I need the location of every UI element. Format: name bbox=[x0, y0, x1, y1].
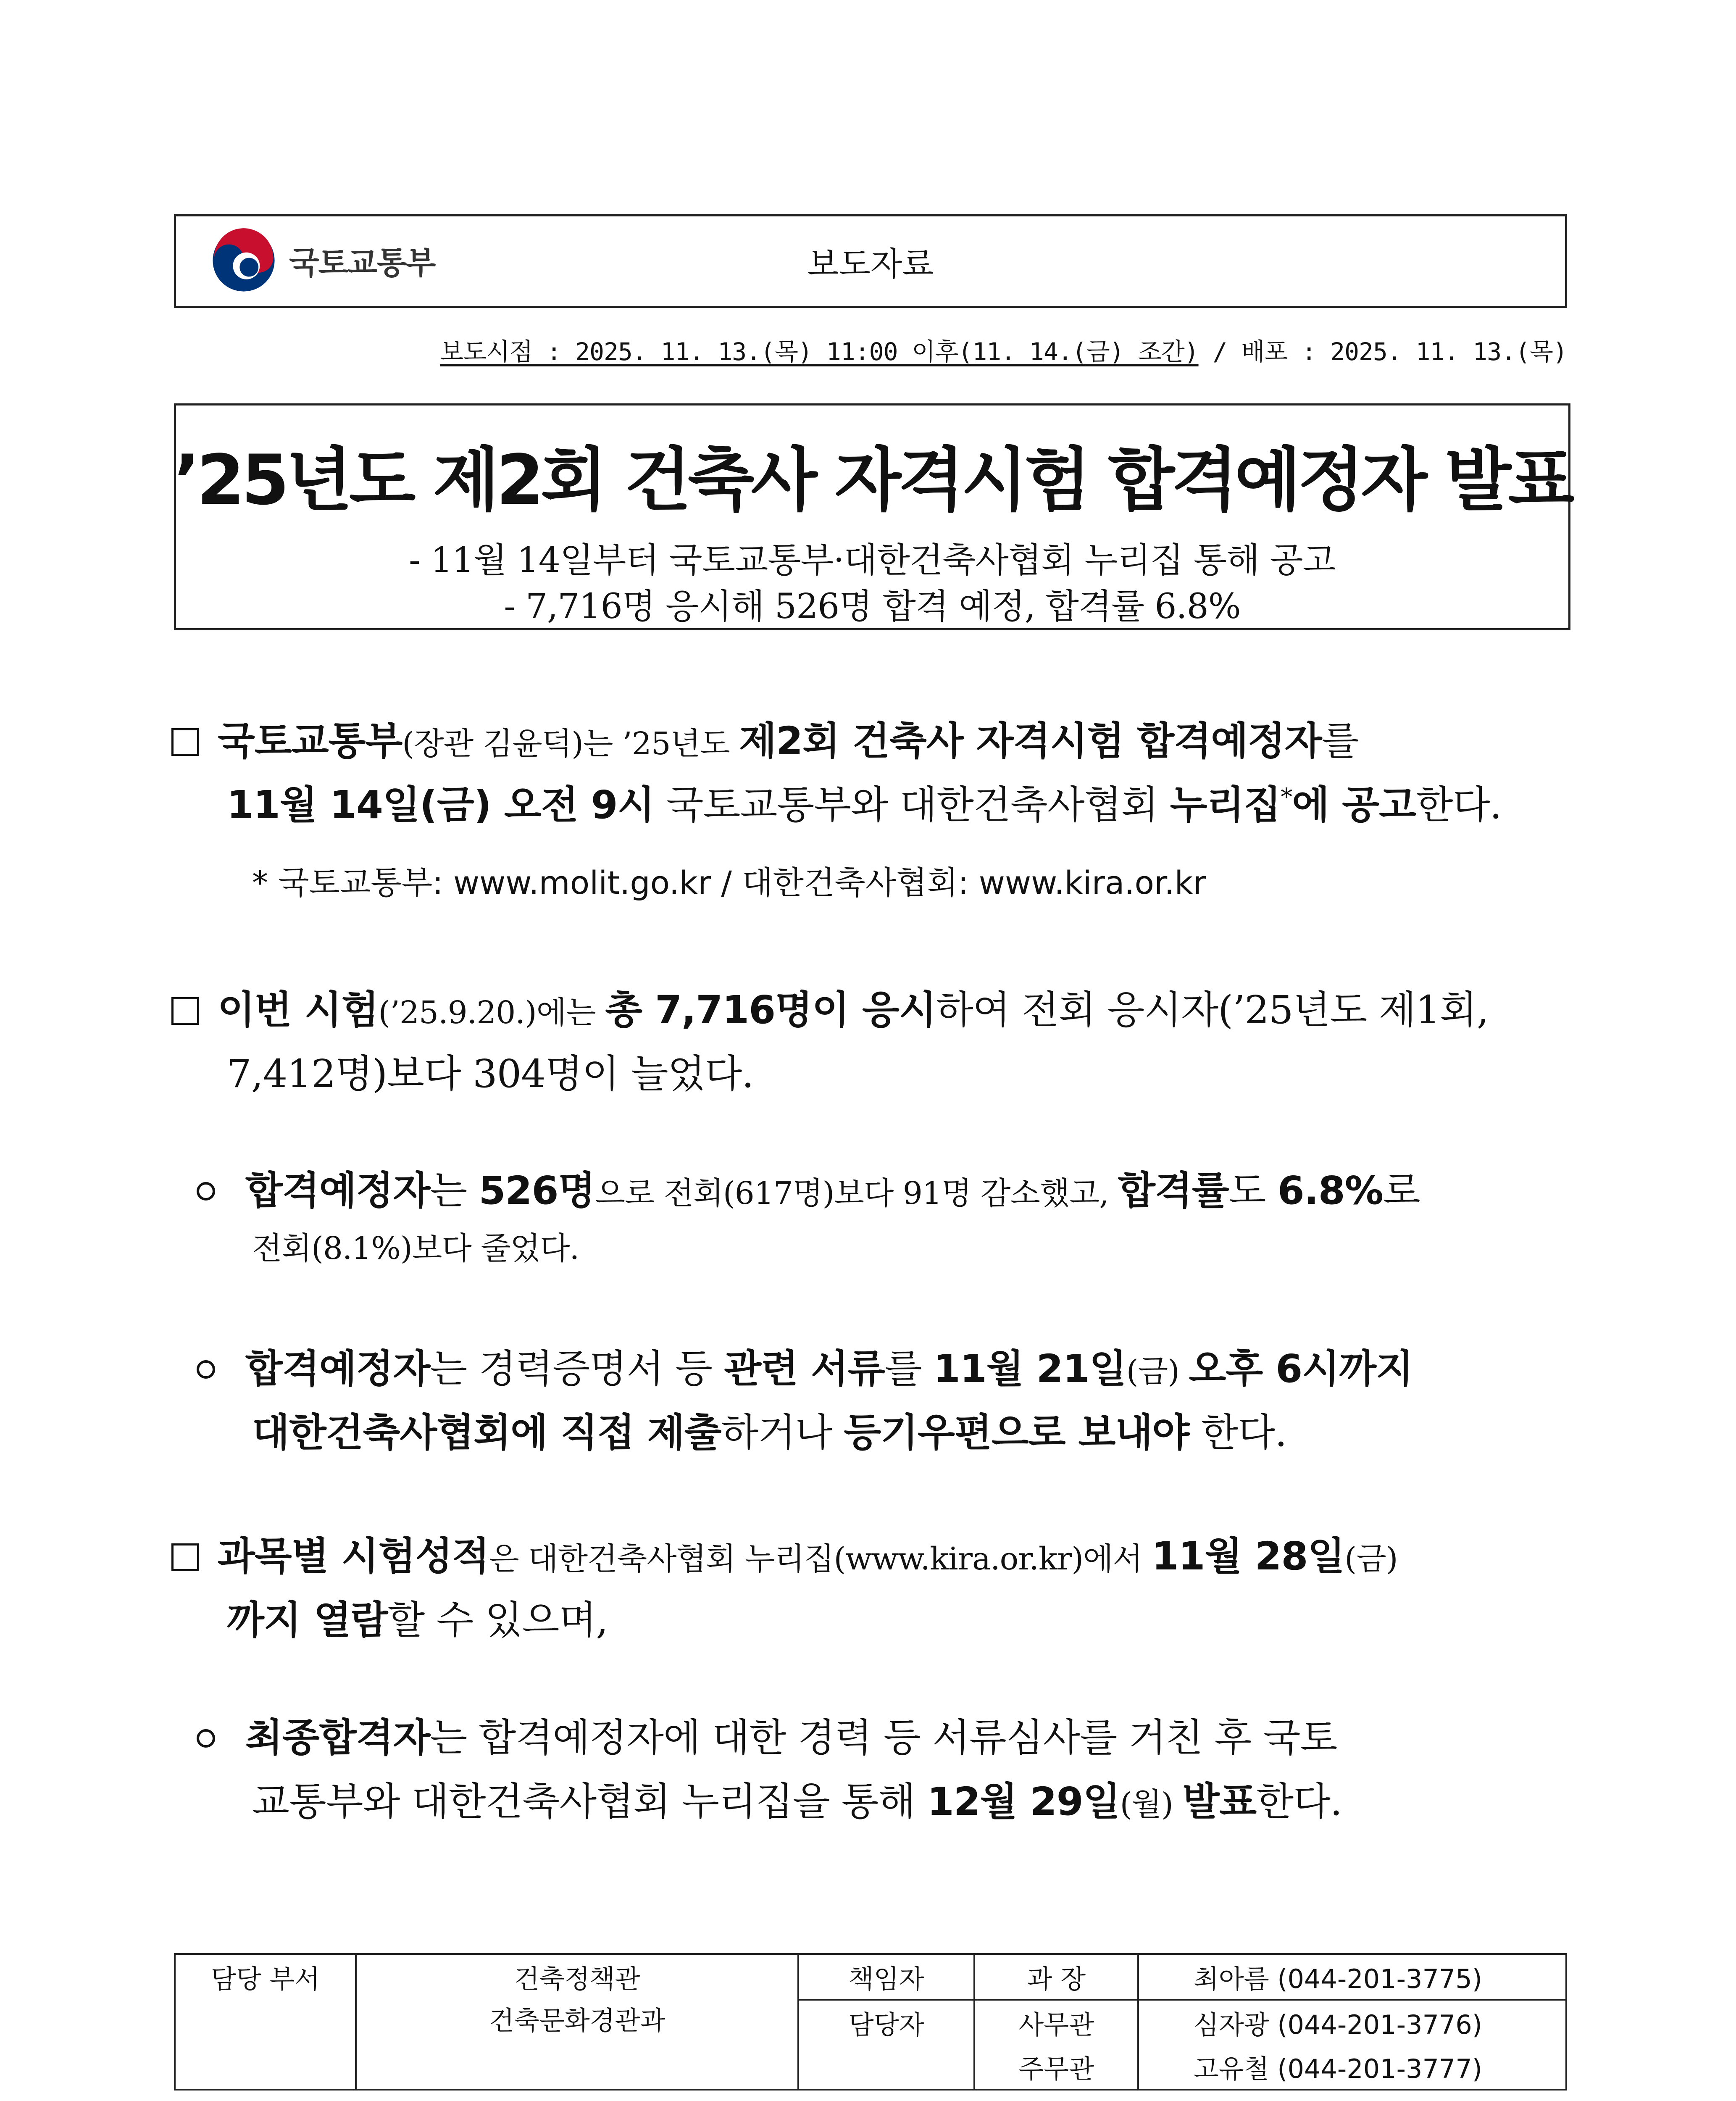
title-cell: 과 장 bbox=[974, 1954, 1138, 2000]
footnote-mark: * bbox=[1281, 783, 1292, 811]
text-bold: 관련 서류 bbox=[724, 1346, 885, 1391]
text: 는 bbox=[430, 1168, 479, 1213]
text-bold: 11월 21일 bbox=[933, 1346, 1126, 1391]
paragraph-6-line-1 bbox=[197, 1707, 1337, 1762]
text: (’25.9.20.)에는 bbox=[378, 995, 605, 1031]
release-distribution: 배포 : 2025. 11. 13.(목) bbox=[1241, 337, 1567, 366]
text: 는 경력증명서 등 bbox=[430, 1346, 724, 1391]
paragraph-3-line-1 bbox=[197, 1160, 1420, 1215]
text-bold: 합격예정자 bbox=[245, 1346, 430, 1391]
text-bold: 526명 bbox=[479, 1168, 595, 1213]
doc-type-label: 보도자료 bbox=[807, 245, 934, 283]
text-bold: 합격률 bbox=[1118, 1168, 1229, 1213]
release-embargo: 보도시점 : 2025. 11. 13.(목) 11:00 이후(11. 14.(금) 조간) bbox=[440, 337, 1199, 366]
text: (금) bbox=[1126, 1353, 1189, 1390]
square-bullet-icon bbox=[171, 997, 199, 1025]
text-bold: 11월 14일(금) 오전 9시 bbox=[227, 782, 655, 827]
text-bold: 합격예정자 bbox=[245, 1168, 430, 1213]
paragraph-6-line-2 bbox=[252, 1771, 1342, 1826]
text: (장관 김윤덕)는 ’25년도 bbox=[402, 726, 739, 762]
paragraph-1-line-2 bbox=[227, 774, 1502, 829]
text: (월) bbox=[1120, 1786, 1183, 1822]
footnote: * 국토교통부: www.molit.go.kr / 대한건축사협회: www.kira.or.kr bbox=[252, 864, 1206, 901]
square-bullet-icon bbox=[171, 728, 199, 756]
table-row bbox=[175, 1954, 1566, 2000]
text-bold: 11월 28일 bbox=[1152, 1534, 1345, 1579]
paragraph-4-line-1 bbox=[197, 1338, 1413, 1393]
dept-label: 담당 부서 bbox=[211, 1964, 320, 1994]
role-cell: 담당자 bbox=[798, 2000, 974, 2045]
text-bold: 국토교통부 bbox=[218, 719, 402, 764]
text: 하여 전회 응시자(’25년도 제1회, bbox=[936, 987, 1489, 1032]
text-bold: 까지 열람 bbox=[227, 1598, 388, 1643]
text-bold: 최종합격자 bbox=[245, 1715, 430, 1760]
text-bold: 에 공고 bbox=[1292, 782, 1416, 827]
text-bold: 12월 29일 bbox=[927, 1779, 1120, 1824]
role-cell bbox=[798, 2045, 974, 2090]
text-bold: 등기우편으로 보내야 bbox=[844, 1410, 1189, 1455]
dept-cell bbox=[356, 1954, 798, 2090]
text-bold: 총 7,716명이 응시 bbox=[605, 987, 936, 1032]
paragraph-3-line-2: 전회(8.1%)보다 줄었다. bbox=[252, 1230, 579, 1266]
text-bold: 과목별 시험성적 bbox=[218, 1534, 489, 1579]
text: 할 수 있으며, bbox=[387, 1598, 608, 1643]
title-cell: 주무관 bbox=[974, 2045, 1138, 2090]
person-cell: 고유철 (044-201-3777) bbox=[1138, 2045, 1566, 2090]
text: 는 합격예정자에 대한 경력 등 서류심사를 거친 후 국토 bbox=[430, 1715, 1337, 1760]
text: 한다. bbox=[1189, 1410, 1287, 1455]
text: (금) bbox=[1344, 1541, 1398, 1577]
square-bullet-icon bbox=[171, 1543, 199, 1571]
text: 를 bbox=[884, 1346, 934, 1391]
text-bold: 제2회 건축사 자격시험 합격예정자 bbox=[739, 719, 1322, 764]
release-separator: / bbox=[1198, 337, 1242, 366]
paragraph-5-line-2 bbox=[227, 1589, 608, 1645]
text-bold: 발표 bbox=[1182, 1779, 1257, 1824]
person-cell: 최아름 (044-201-3775) bbox=[1138, 1954, 1566, 2000]
paragraph-5-line-1 bbox=[171, 1525, 1398, 1581]
text-bold: 대한건축사협회에 직접 제출 bbox=[252, 1410, 721, 1455]
circle-bullet-icon bbox=[197, 1360, 215, 1379]
text: 한다. bbox=[1415, 782, 1502, 827]
dept-label-cell bbox=[175, 1954, 356, 2090]
person-cell: 심자광 (044-201-3776) bbox=[1138, 2000, 1566, 2045]
text: 국토교통부와 대한건축사협회 bbox=[654, 782, 1170, 827]
paragraph-2-line-2: 7,412명)보다 304명이 늘었다. bbox=[227, 1051, 754, 1096]
paragraph-4-line-2 bbox=[252, 1402, 1287, 1457]
text: 으로 전회(617명)보다 91명 감소했고, bbox=[595, 1175, 1118, 1211]
paragraph-1-line-1 bbox=[171, 710, 1358, 766]
text-bold: 누리집 bbox=[1170, 782, 1281, 827]
circle-bullet-icon bbox=[197, 1729, 215, 1748]
text: 은 대한건축사협회 누리집(www.kira.or.kr)에서 bbox=[489, 1541, 1152, 1577]
text-bold: 이번 시험 bbox=[218, 987, 379, 1032]
text: 교통부와 대한건축사협회 누리집을 통해 bbox=[252, 1779, 927, 1824]
title-cell: 사무관 bbox=[974, 2000, 1138, 2045]
circle-bullet-icon bbox=[197, 1182, 215, 1201]
text-bold: 오후 6시까지 bbox=[1189, 1346, 1413, 1391]
dept-name-1: 건축정책관 bbox=[514, 1964, 640, 1994]
page-title: ’25년도 제2회 건축사 자격시험 합격예정자 발표 bbox=[174, 440, 1571, 520]
text-bold: 6.8% bbox=[1277, 1168, 1383, 1213]
text: 도 bbox=[1228, 1168, 1278, 1213]
subtitle-2: - 7,716명 응시해 526명 합격 예정, 합격률 6.8% bbox=[504, 587, 1241, 627]
dept-name-2: 건축문화경관과 bbox=[489, 2005, 665, 2036]
text: 하거나 bbox=[721, 1410, 844, 1455]
role-cell: 책임자 bbox=[798, 1954, 974, 2000]
paragraph-2-line-1 bbox=[171, 979, 1489, 1035]
text: 를 bbox=[1321, 719, 1359, 764]
text: 로 bbox=[1383, 1168, 1420, 1213]
text: 한다. bbox=[1256, 1779, 1342, 1824]
subtitle-1: - 11월 14일부터 국토교통부·대한건축사협회 누리집 통해 공고 bbox=[409, 540, 1336, 580]
ministry-name: 국토교통부 bbox=[289, 245, 435, 281]
contact-table bbox=[174, 1953, 1567, 2090]
release-info bbox=[440, 332, 1567, 367]
